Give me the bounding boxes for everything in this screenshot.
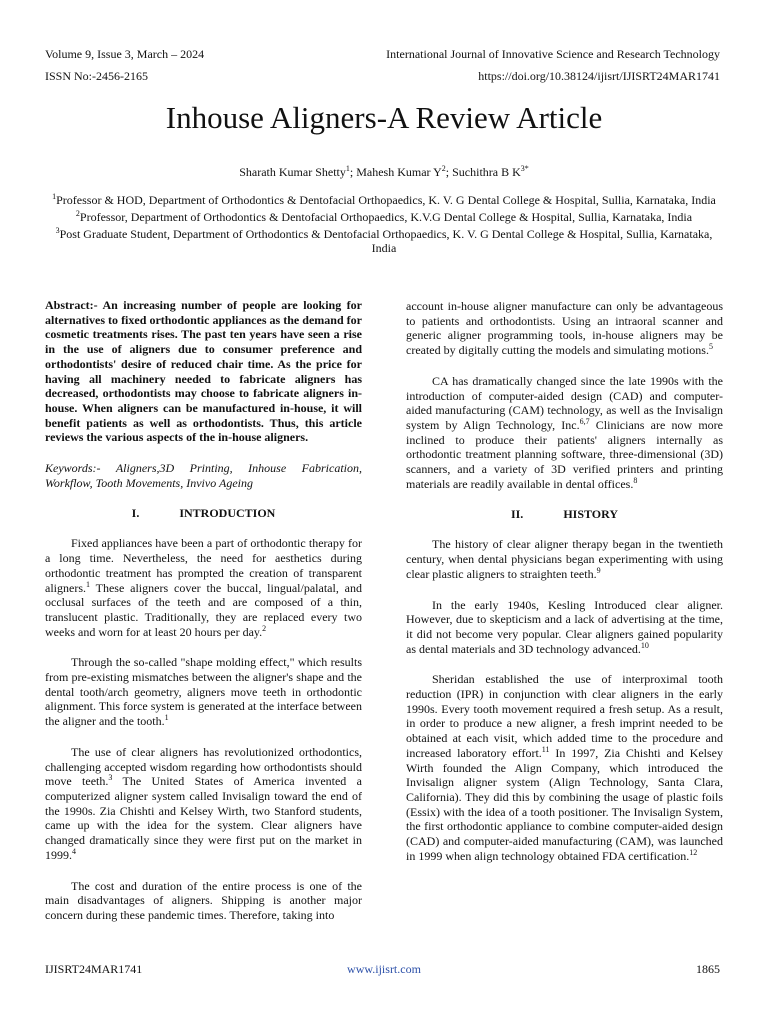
affiliation-superscript: 1 [52,192,57,201]
section-heading-introduction [45,506,362,520]
citation: 4 [72,846,76,856]
header-journal: International Journal of Innovative Science and Research Technology [386,47,720,61]
section-number: I. [131,506,140,521]
paragraph [45,655,362,729]
citation: 12 [689,847,698,857]
section-title: INTRODUCTION [179,506,276,521]
paragraph-text: These aligners cover the buccal, lingual/palatal, and occlusal surfaces of the teeth and are composed of a thin, translucent plastic. Traditionally, they are replaced every two weeks and worn for at least 20 hours per day. [45,580,362,639]
author-superscript: 3* [520,164,529,173]
paragraph-text: The history of clear aligner therapy began in the twentieth century, when dental physicians began experimenting with using clear plastic aligners to straighten teeth. [406,537,723,581]
citation: 1 [164,713,169,723]
affiliation-text: Professor & HOD, Department of Orthodontics & Dentofacial Orthopaedics, K. V. G Dental College & Hospital, Sullia, Karnataka, India [56,193,716,207]
paragraph [406,299,723,358]
footer-article-id: IJISRT24MAR1741 [45,962,143,976]
abstract: Abstract:- An increasing number of people are looking for alternatives to fixed orthodontic appliances as the demand for cosmetic treatments rises. The past ten years have seen a rise in the use of aligners due to consumer preference and orthodontists' desire of reduced chair time. As the price for having all machinery needed to fabricate aligners has decreased, orthodontists may choose to fabricate aligners in-house. When aligners can be manufactured in-house, it will benefit patients as well as orthodontists. Thus, this article reviews the various aspects of the in-house aligners. [45,298,362,445]
author-superscript: 1 [345,164,350,173]
citation: 2 [262,623,267,633]
citation: 11 [541,744,550,754]
paragraph-text: The United States of America invented a computerized aligner system called Invisalign toward the end of the 1990s. Zia Chishti and Kelsey Wirth, two Stanford students, came up with the idea for the system. Clear aligners have changed dramatically since they were first put on the market in 1999. [45,774,362,862]
paragraph [406,374,723,492]
citation: 8 [633,475,638,485]
left-column [45,298,362,939]
paragraph-text: Fixed appliances have been a part of orthodontic therapy for a long time. Nevertheless, the need for aesthetics during orthodontic treatment has prompted the creation of transparent aligners. [45,536,362,595]
citation: 6,7 [579,416,590,426]
paragraph [45,745,362,863]
citation: 1 [86,579,90,589]
author-list [0,165,768,180]
affiliation [45,193,723,207]
author-separator: ; [445,165,453,179]
section-heading-history [406,507,723,521]
affiliations [45,193,723,258]
section-title: HISTORY [563,507,619,522]
header-doi[interactable]: https://doi.org/10.38124/ijisrt/IJISRT24MAR1741 [478,69,720,83]
paragraph [45,536,362,639]
article-title: Inhouse Aligners-A Review Article [165,100,603,135]
author-name: Mahesh Kumar Y [356,165,442,179]
citation: 10 [640,640,649,650]
header-volume: Volume 9, Issue 3, March – 2024 [45,47,205,61]
affiliation [45,210,723,224]
paragraph-text: Through the so-called "shape molding effect," which results from pre-existing mismatches between the aligner's shape and the dental tooth/arch geometry, aligners move teeth in orthodontic alignment. This force system is generated at the interface between the aligner and the tooth. [45,655,362,729]
paragraph-text: The use of clear aligners has revolutionized orthodontics, challenging accepted wisdom regarding how orthodontists should move teeth. [45,744,362,789]
footer-website-link[interactable]: www.ijisrt.com [347,962,421,976]
keywords: Keywords:- Aligners,3D Printing, Inhouse Fabrication, Workflow, Tooth Movements, Invivo Ageing [45,461,362,490]
paragraph-text: In the early 1940s, Kesling Introduced clear aligner. However, due to skepticism and a lack of advertising at the time, it did not become very popular. Clear aligners gained popularity as dental materials and 3D technology advanced. [406,597,723,656]
paragraph [45,879,362,923]
citation: 9 [596,565,601,575]
author-name: Sharath Kumar Shetty [239,165,346,179]
author-name: Suchithra B K [452,165,521,179]
affiliation-superscript: 2 [75,209,80,218]
paragraph-text: In 1997, Zia Chishti and Kelsey Wirth founded the Align Company, which introduced the Invisalign aligner system (Align Technology, Santa Clara, California). They did this by combining the usage of plastic foils (Essix) with the idea of a tooth positioner. The Invisalign System, the first orthodontic appliance to combine computer-aided design (CAD) and computer-aided manufacturing (CAM), was launched in 1999 when align technology obtained FDA certification. [406,745,723,863]
paragraph-text: Sheridan established the use of interproximal tooth reduction (IPR) in conjunction with clear aligners in the early 1990s. Every tooth movement required a fresh setup. As a result, in order to produce a new aligner, a fresh imprint needed to be obtained at each visit, which added time to the procedure and increased laboratory effort. [406,672,723,760]
paragraph [406,598,723,657]
right-column [406,299,723,880]
paragraph-text: Clinicians are now more inclined to produce their patients' aligners internally as orthodontic treatment planning software, three-dimensional (3D) scanners, and a variety of 3D verified printers and printing materials are readily available in dental offices. [406,417,723,491]
paragraph-text: The cost and duration of the entire process is one of the main disadvantages of aligners. Shipping is another major concern during these pandemic times. Therefore, taking into [45,878,362,922]
affiliation-text: Professor, Department of Orthodontics & Dentofacial Orthopaedics, K.V.G Dental College & Hospital, Sullia, Karnataka, India [79,210,693,224]
footer-page-number: 1865 [696,962,720,976]
header-issn: ISSN No:-2456-2165 [45,69,149,83]
affiliation-text: Post Graduate Student, Department of Orthodontics & Dentofacial Orthopaedics, K. V. G Dental College & Hospital, Sullia, Karnataka, India [59,227,713,255]
citation: 3 [108,773,113,783]
paragraph [406,672,723,863]
author-superscript: 2 [441,164,446,173]
section-number: II. [510,507,524,522]
paragraph-text: account in-house aligner manufacture can only be advantageous to patients and orthodontists. Using an intraoral scanner and generic aligner programming tools, in-house aligners may be created by digitally cutting the models and simulating motions. [406,299,723,358]
citation: 5 [708,342,713,352]
paragraph [406,537,723,581]
paragraph-text: CA has dramatically changed since the late 1990s with the introduction of computer-aided design (CAD) and computer-aided manufacturing (CAM) technology, as well as the Invisalign system by Align Technology, Inc. [406,373,723,432]
affiliation-superscript: 3 [55,226,60,235]
affiliation [45,227,723,255]
author-separator: ; [349,165,357,179]
